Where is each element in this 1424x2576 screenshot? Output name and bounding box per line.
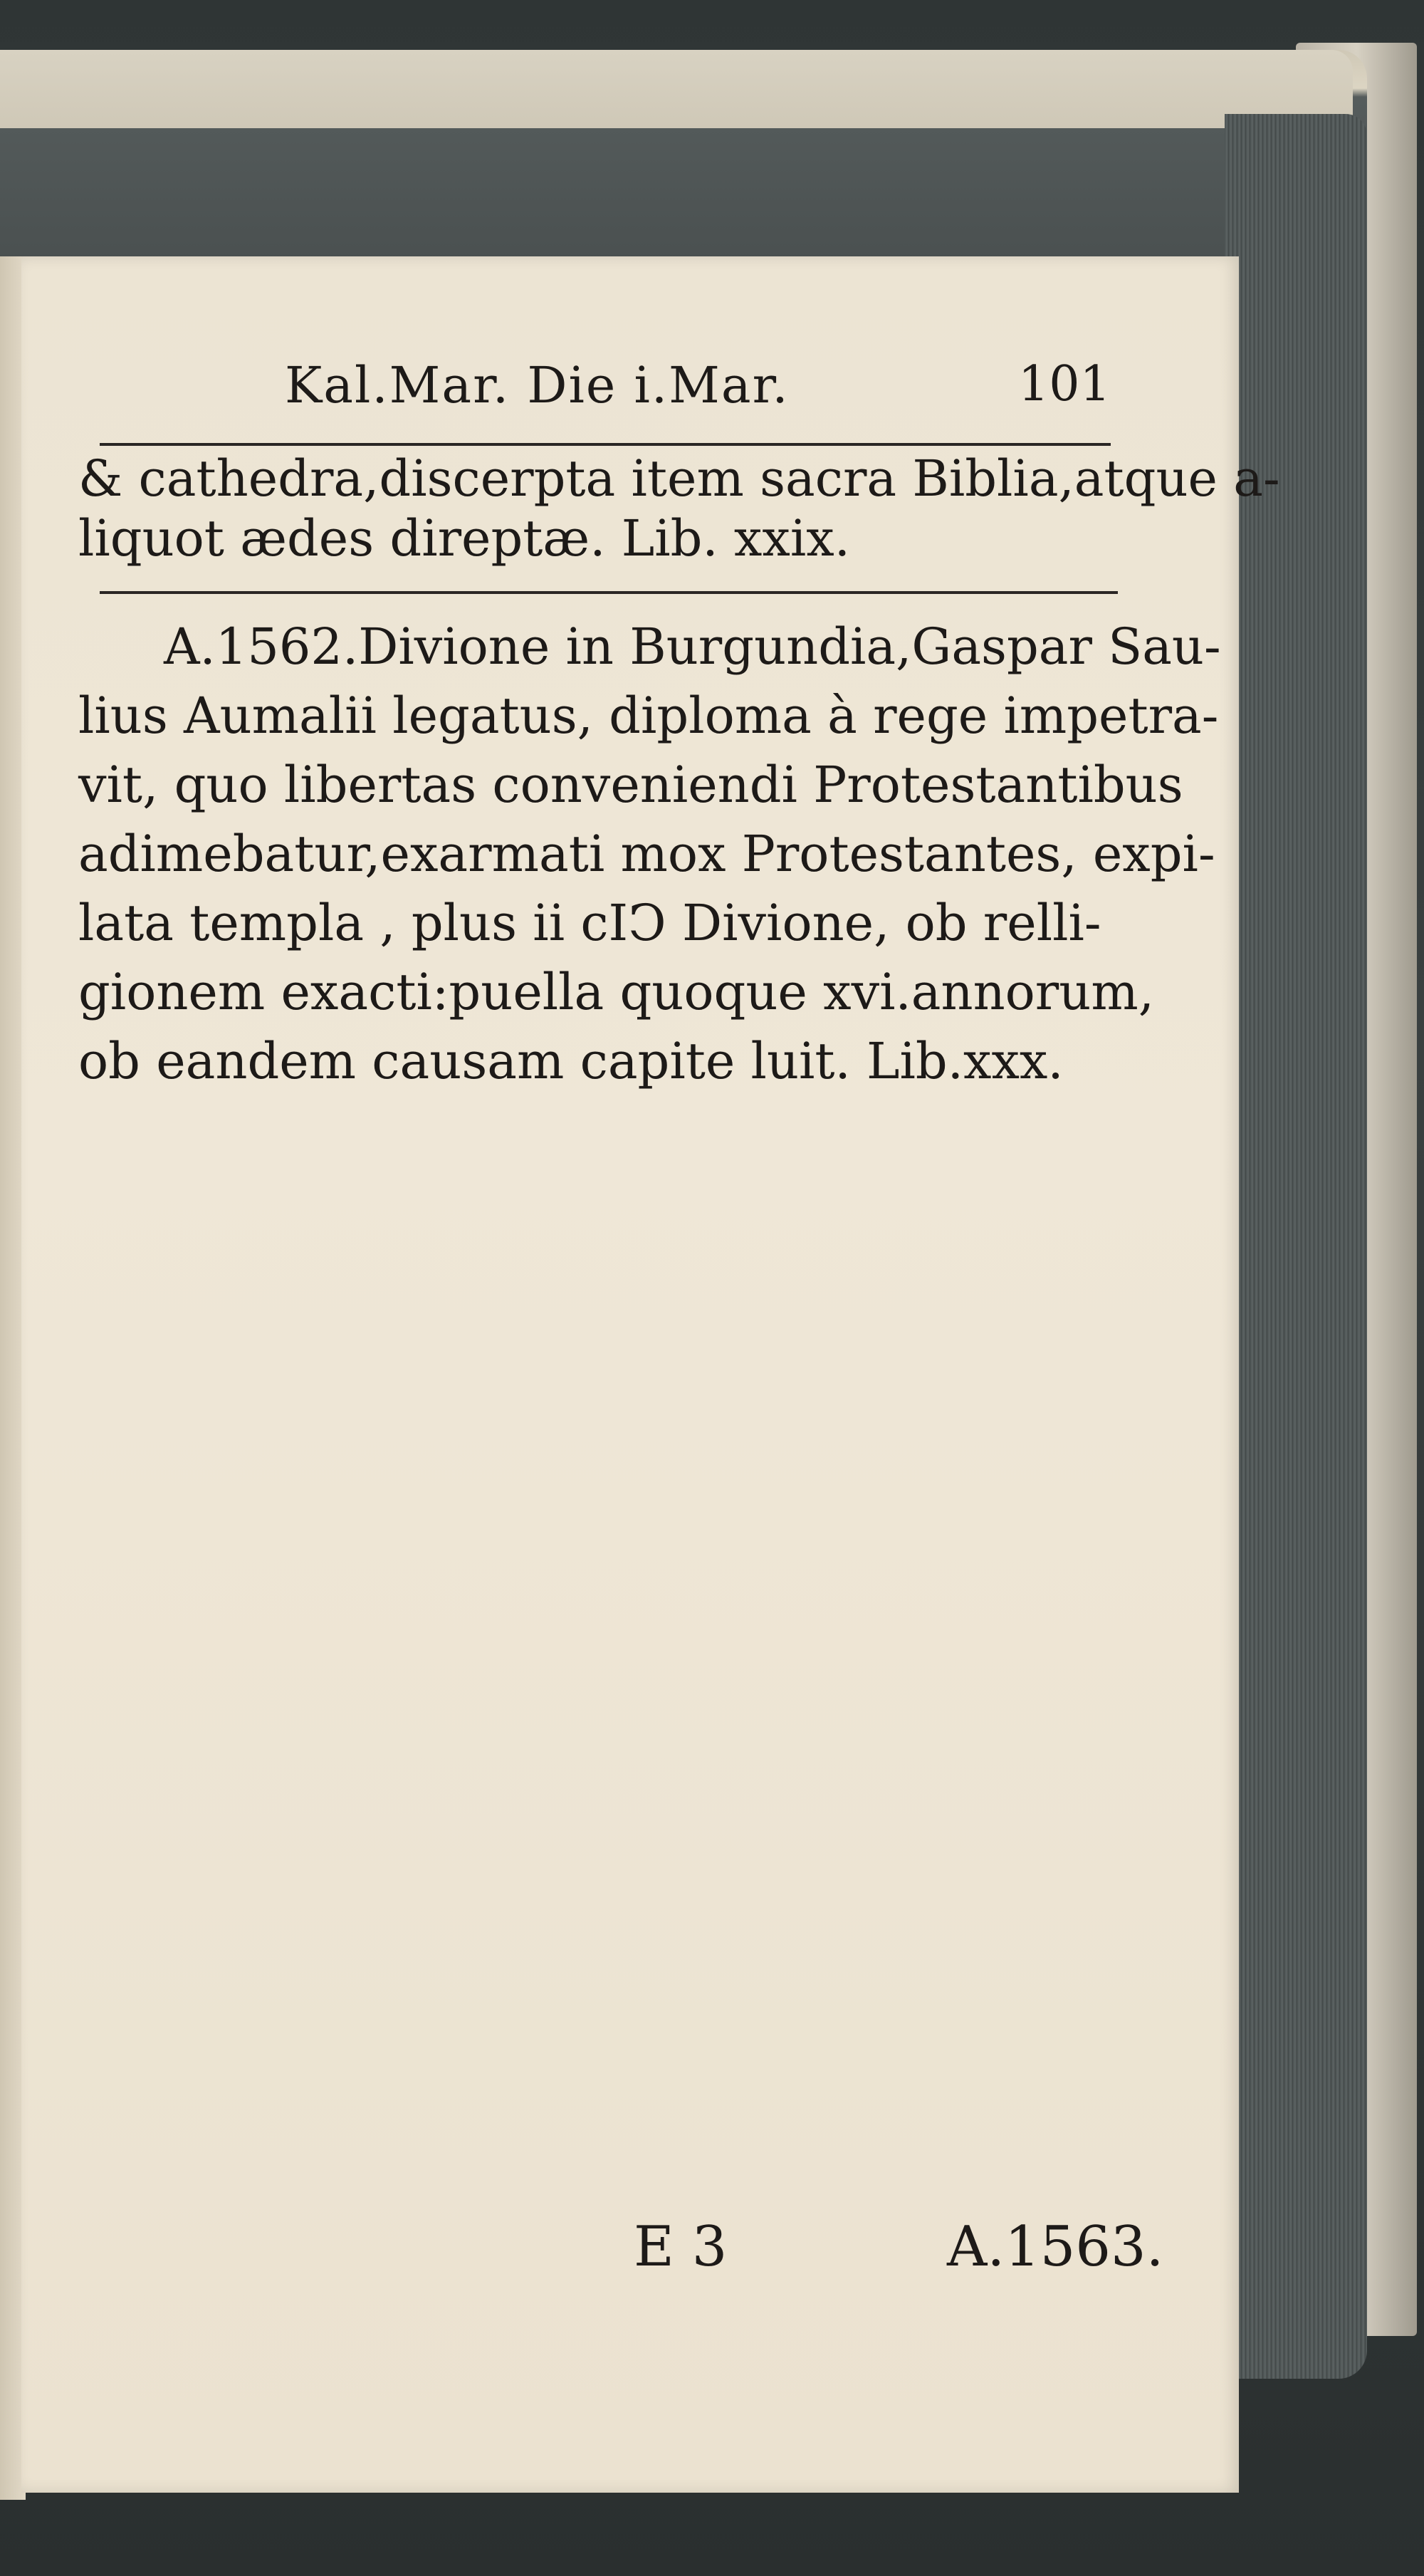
top-page-edges	[0, 50, 1353, 128]
passage-line: adimebatur,exarmati mox Protestantes, expi-	[78, 825, 1215, 883]
passage-line: lata templa , plus ii cIↃ Divione, ob relli-	[78, 894, 1101, 952]
passage-continuation	[78, 449, 1280, 568]
running-head: Kal.Mar. Die i.Mar.	[285, 356, 790, 414]
catchword: A.1563.	[947, 2215, 1164, 2279]
signature-mark: E 3	[634, 2215, 728, 2279]
passage-line: lius Aumalii legatus, diploma à rege impetra-	[78, 687, 1219, 745]
passage-line: & cathedra,discerpta item sacra Biblia,atque a-	[78, 449, 1280, 508]
passage-line: A.1562.Divione in Burgundia,Gaspar Sau-	[164, 617, 1221, 676]
page-number: 101	[1018, 356, 1111, 412]
passage-line: gionem exacti:puella quoque xvi.annorum,	[78, 963, 1154, 1021]
book-page	[21, 256, 1280, 2493]
passage-line: liquot ædes direptæ. Lib. xxix.	[78, 509, 850, 568]
passage-line: ob eandem causam capite luit. Lib.xxx.	[78, 1032, 1064, 1090]
passage-line: vit, quo libertas conveniendi Protestantibus	[78, 756, 1183, 814]
section-rule	[100, 591, 1118, 594]
passage-1562	[78, 612, 1221, 1096]
head-rule	[100, 443, 1111, 446]
